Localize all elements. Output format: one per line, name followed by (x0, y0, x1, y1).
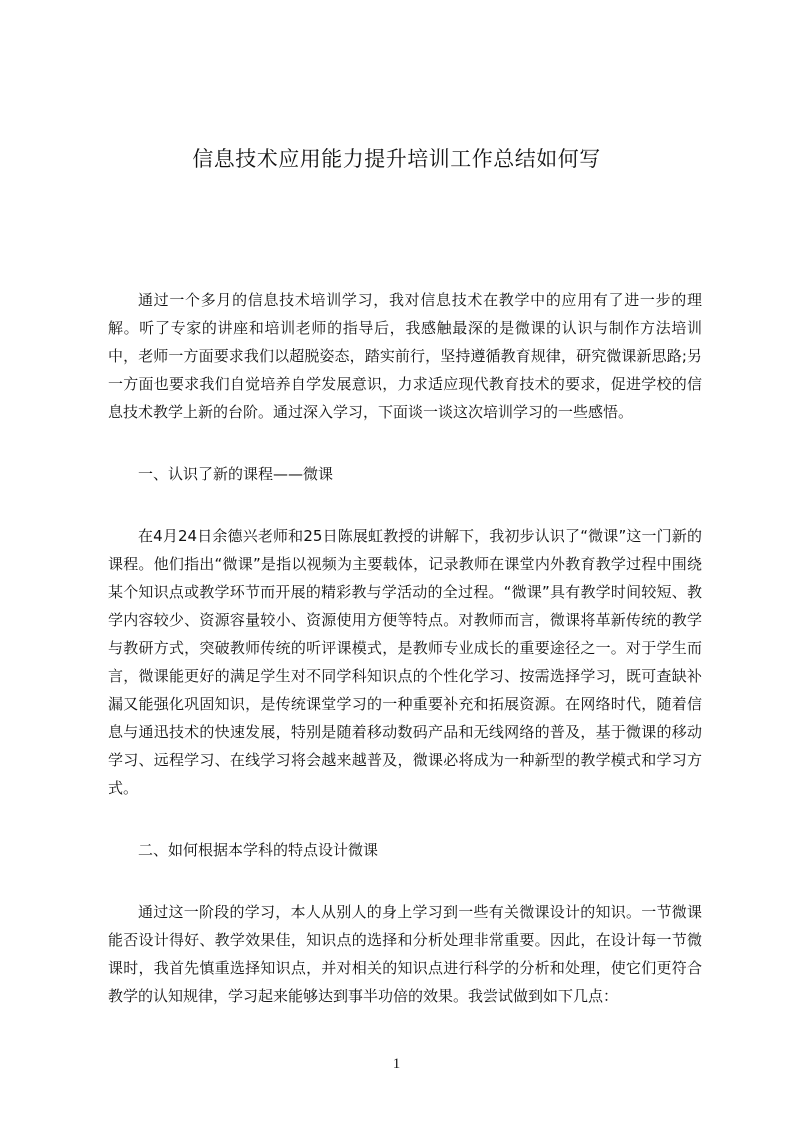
intro-paragraph: 通过一个多月的信息技术培训学习，我对信息技术在教学中的应用有了进一步的理解。听了专家的讲座和培训老师的指导后，我感触最深的是微课的认识与制作方法培训中，老师一方面要求我们以超脱姿态，踏实前行，坚持遵循教育规律，研究微课新思路;另一方面也要求我们自觉培养自学发展意识，力求适应现代教育技术的要求，促进学校的信息技术教学上新的台阶。通过深入学习，下面谈一谈这次培训学习的一些感悟。 (108, 291, 702, 421)
document-body (108, 286, 702, 1010)
section-heading-2: 二、如何根据本学科的特点设计微课 (138, 841, 379, 859)
page-number: 1 (392, 1056, 401, 1072)
section-1-paragraph: 在4月24日余德兴老师和25日陈展虹教授的讲解下，我初步认识了“微课”这一门新的课程。他们指出“微课”是指以视频为主要载体，记录教师在课堂内外教育教学过程中围绕某个知识点或教学环节而开展的精彩教与学活动的全过程。“微课”具有教学时间较短、教学内容较少、资源容量较小、资源使用方便等特点。对教师而言，微课将革新传统的教学与教研方式，突破教师传统的听评课模式，是教师专业成长的重要途径之一。对于学生而言，微课能更好的满足学生对不同学科知识点的个性化学习、按需选择学习，既可查缺补漏又能强化巩固知识，是传统课堂学习的一种重要补充和拓展资源。在网络时代，随着信息与通迅技术的快速发展，特别是随着移动数码产品和无线网络的普及，基于微课的移动学习、远程学习、在线学习将会越来越普及，微课必将成为一种新型的教学模式和学习方式。 (108, 527, 702, 797)
document-title: 信息技术应用能力提升培训工作总结如何写 (192, 147, 601, 171)
section-heading-1: 一、认识了新的课程——微课 (138, 465, 334, 483)
section-2-paragraph: 通过这一阶段的学习，本人从别人的身上学习到一些有关微课设计的知识。一节微课能否设计得好、教学效果佳，知识点的选择和分析处理非常重要。因此，在设计每一节微课时，我首先慎重选择知识点，并对相关的知识点进行科学的分析和处理，使它们更符合教学的认知规律，学习起来能够达到事半功倍的效果。我尝试做到如下几点： (108, 903, 702, 1005)
